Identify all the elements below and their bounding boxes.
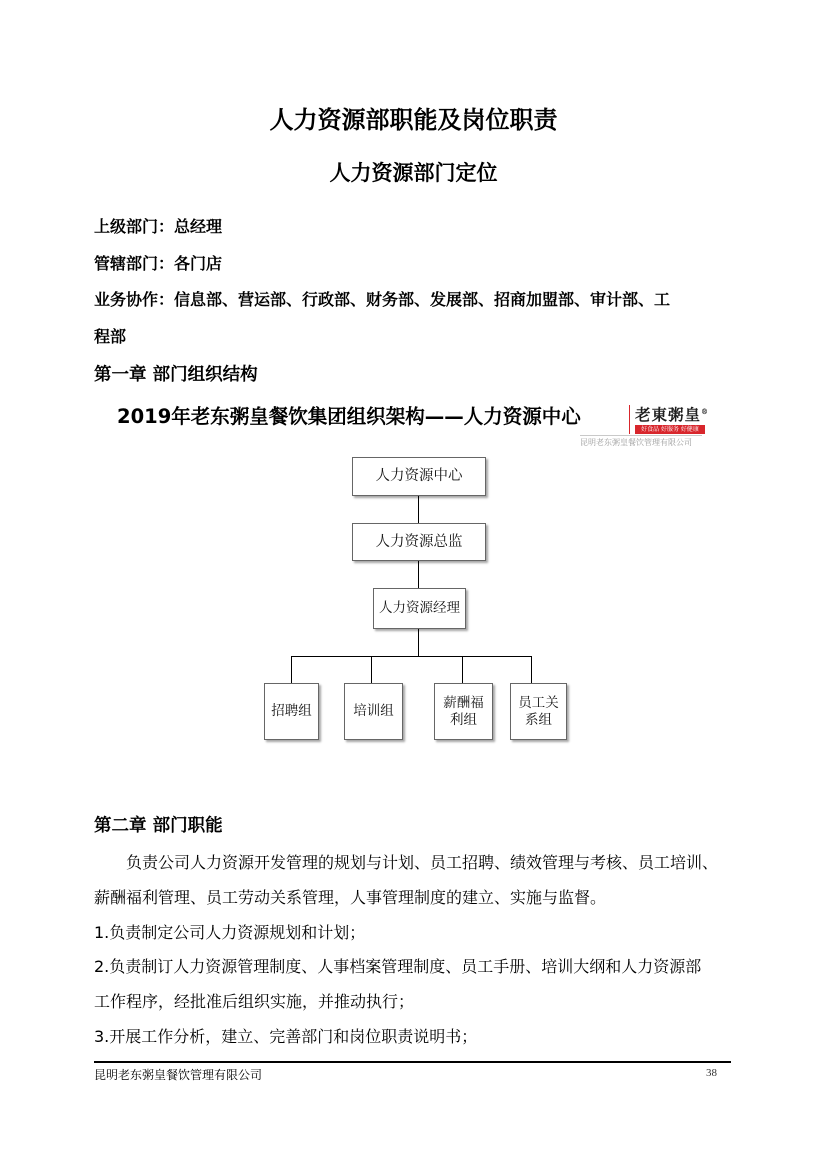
org-box-employee-relations-group: 员工关 系组 (510, 683, 567, 740)
cooperation-line-1: 业务协作：信息部、营运部、行政部、财务部、发展部、招商加盟部、审计部、工 (94, 290, 671, 309)
intro-paragraph-line-1: 负责公司人力资源开发管理的规划与计划、员工招聘、绩效管理与考核、员工培训、 (126, 853, 719, 872)
footer-company: 昆明老东粥皇餐饮管理有限公司 (94, 1068, 263, 1082)
chapter-1-heading: 第一章 部门组织结构 (94, 365, 258, 385)
connector-line (418, 560, 419, 588)
connector-line (531, 656, 532, 683)
duty-item-2-line-2: 工作程序，经批准后组织实施，并推动执行； (94, 992, 415, 1011)
chapter-2-heading: 第二章 部门职能 (94, 816, 223, 836)
duty-item-3: 3.开展工作分析，建立、完善部门和岗位职责说明书； (94, 1027, 478, 1046)
managed-department: 管辖部门：各门店 (94, 254, 223, 273)
duty-item-2-line-1: 2.负责制订人力资源管理制度、人事档案管理制度、员工手册、培训大纲和人力资源部 (94, 957, 702, 976)
connector-line (371, 656, 372, 683)
document-title: 人力资源部职能及岗位职责 (269, 106, 558, 134)
document-subtitle: 人力资源部门定位 (329, 161, 498, 185)
connector-line (462, 656, 463, 683)
logo-wordmark: 老東粥皇® (635, 405, 710, 424)
org-box-recruitment-group: 招聘组 (264, 683, 319, 740)
page-number: 38 (706, 1067, 717, 1079)
logo-company-name: 昆明老东粥皇餐饮管理有限公司 (580, 438, 692, 447)
logo-tagline: 好食品 好服务 好健康 (635, 425, 705, 434)
footer-divider (94, 1061, 731, 1063)
connector-line (291, 656, 531, 657)
duty-item-1: 1.负责制定公司人力资源规划和计划； (94, 923, 366, 942)
org-chart-title: 2019年老东粥皇餐饮集团组织架构——人力资源中心 (117, 405, 581, 428)
cooperation-line-2: 程部 (94, 327, 127, 346)
superior-department: 上级部门：总经理 (94, 217, 223, 236)
org-box-hr-center: 人力资源中心 (352, 457, 486, 496)
connector-line (418, 495, 419, 523)
connector-line (291, 656, 292, 683)
org-box-training-group: 培训组 (344, 683, 403, 740)
org-box-hr-director: 人力资源总监 (352, 523, 486, 561)
connector-line (418, 628, 419, 656)
intro-paragraph-line-2: 薪酬福利管理、员工劳动关系管理，人事管理制度的建立、实施与监督。 (94, 888, 607, 907)
org-box-hr-manager: 人力资源经理 (373, 588, 466, 629)
org-box-compensation-group: 薪酬福 利组 (434, 683, 493, 740)
